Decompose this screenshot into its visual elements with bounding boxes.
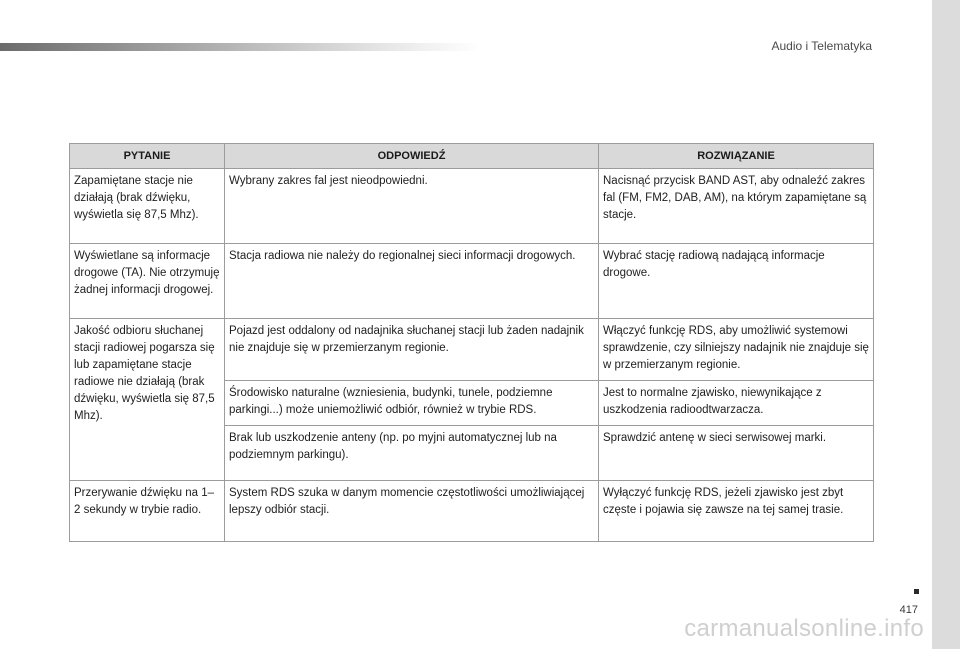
answer-cell: Stacja radiowa nie należy do regionalnej sieci informacji drogowych. [225, 244, 599, 319]
answer-cell: Brak lub uszkodzenie anteny (np. po myjni automatycznej lub na podziemnym parkingu). [225, 426, 599, 481]
question-cell: Przerywanie dźwięku na 1–2 sekundy w trybie radio. [70, 481, 225, 542]
table-row [70, 244, 874, 319]
question-cell: Wyświetlane są informacje drogowe (TA). Nie otrzymuję żadnej informacji drogowej. [70, 244, 225, 319]
solution-cell: Włączyć funkcję RDS, aby umożliwić systemowi sprawdzenie, czy silniejszy nadajnik nie znajduje się w przemierzanym regionie. [599, 319, 874, 381]
solution-cell: Nacisnąć przycisk BAND AST, aby odnaleźć zakres fal (FM, FM2, DAB, AM), na którym zapamiętane są stacje. [599, 169, 874, 244]
answer-cell: Pojazd jest oddalony od nadajnika słuchanej stacji lub żaden nadajnik nie znajduje się w przemierzanym regionie. [225, 319, 599, 381]
solution-cell: Jest to normalne zjawisko, niewynikające z uszkodzenia radioodtwarzacza. [599, 381, 874, 426]
column-header-question: PYTANIE [70, 144, 225, 169]
page-number: 417 [899, 604, 918, 616]
header-gradient-bar [0, 43, 480, 51]
answer-cell: Wybrany zakres fal jest nieodpowiedni. [225, 169, 599, 244]
solution-cell: Wybrać stację radiową nadającą informacje drogowe. [599, 244, 874, 319]
section-title: Audio i Telematyka [771, 39, 872, 53]
column-header-answer: ODPOWIEDŹ [225, 144, 599, 169]
answer-cell: System RDS szuka w danym momencie częstotliwości umożliwiającej lepszy odbiór stacji. [225, 481, 599, 542]
table-row [70, 319, 874, 381]
question-cell: Jakość odbioru słuchanej stacji radiowej pogarsza się lub zapamiętane stacje radiowe nie działają (brak dźwięku, wyświetla się 87,5 Mhz). [70, 319, 225, 481]
page-edge-strip [932, 0, 960, 649]
table-row [70, 481, 874, 542]
question-cell: Zapamiętane stacje nie działają (brak dźwięku, wyświetla się 87,5 Mhz). [70, 169, 225, 244]
watermark-text: carmanualsonline.info [684, 615, 924, 642]
troubleshooting-table [69, 143, 874, 542]
table-row [70, 169, 874, 244]
answer-cell: Środowisko naturalne (wzniesienia, budynki, tunele, podziemne parkingi...) może uniemożliwić odbiór, również w trybie RDS. [225, 381, 599, 426]
solution-cell: Sprawdzić antenę w sieci serwisowej marki. [599, 426, 874, 481]
column-header-solution: ROZWIĄZANIE [599, 144, 874, 169]
table-header-row [70, 144, 874, 169]
solution-cell: Wyłączyć funkcję RDS, jeżeli zjawisko jest zbyt częste i pojawia się zawsze na tej samej trasie. [599, 481, 874, 542]
page-marker [914, 589, 919, 594]
